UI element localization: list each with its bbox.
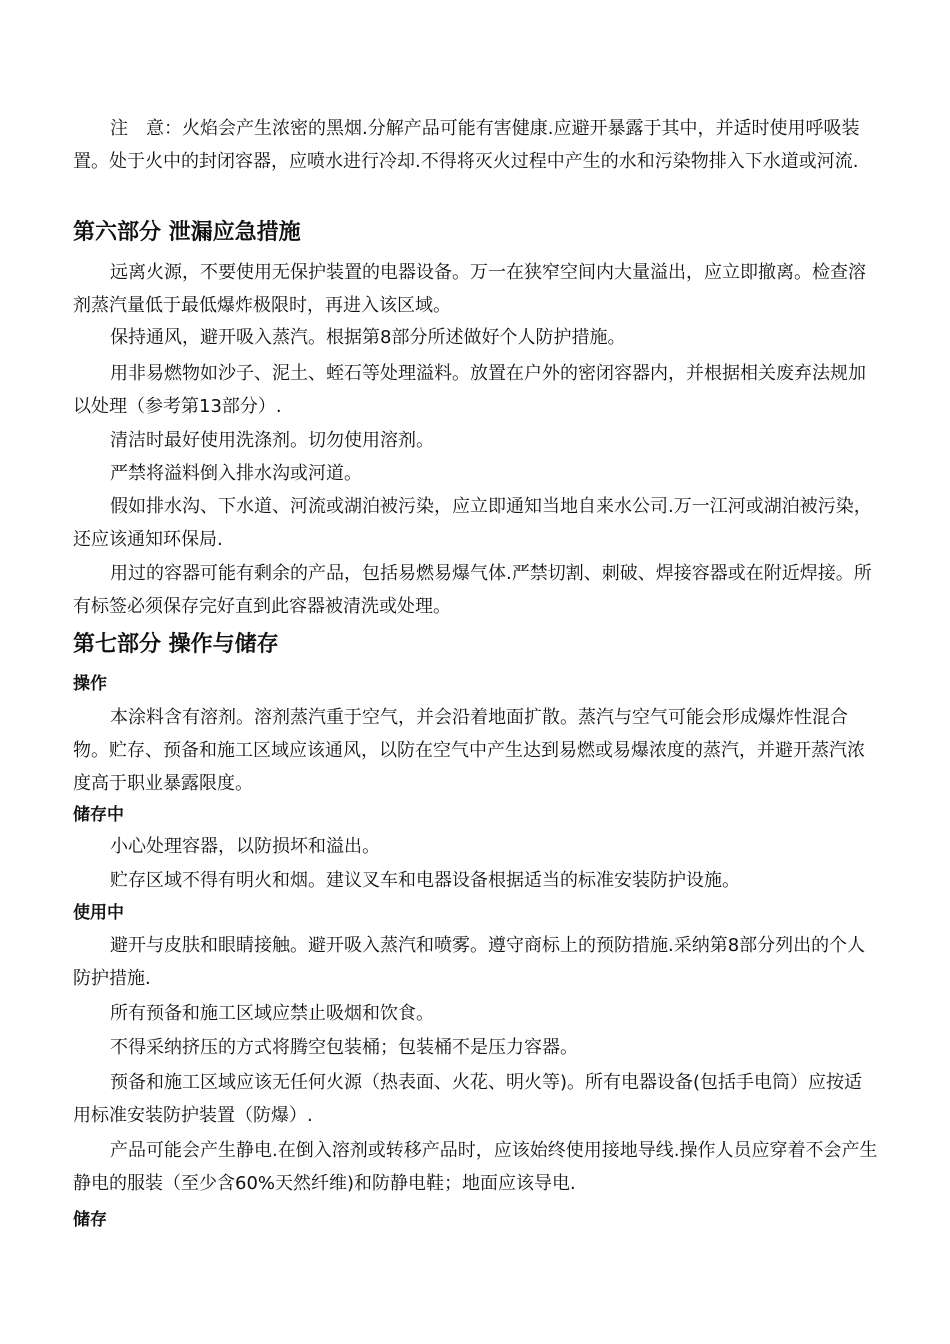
section-6-paragraph: 用非易燃物如沙子、泥土、蛭石等处理溢料。放置在户外的密闭容器内，并根据相关废弃法规加以处理（参考第13部分）. [73, 363, 866, 417]
in-use-paragraph: 不得采纳挤压的方式将腾空包装桶；包装桶不是压力容器。 [110, 1037, 578, 1058]
section-6-paragraph: 假如排水沟、下水道、河流或湖泊被污染，应立即通知当地自来水公司.万一江河或湖泊被污染，还应该通知环保局. [73, 496, 872, 550]
subsection-label-operation: 操作 [73, 674, 107, 694]
section-6-paragraph: 用过的容器可能有剩余的产品，包括易燃易爆气体.严禁切割、刺破、焊接容器或在附近焊接。所有标签必须保存完好直到此容器被清洗或处理。 [73, 563, 872, 617]
fire-note-paragraph: 注 意：火焰会产生浓密的黑烟.分解产品可能有害健康.应避开暴露于其中，并适时使用呼吸装置。处于火中的封闭容器，应喷水进行冷却.不得将灭火过程中产生的水和污染物排入下水道或河流. [73, 118, 860, 172]
section-6-paragraph: 严禁将溢料倒入排水沟或河道。 [110, 463, 362, 484]
section-6-paragraph: 远离火源，不要使用无保护装置的电器设备。万一在狭窄空间内大量溢出，应立即撤离。检查溶剂蒸汽量低于最低爆炸极限时，再进入该区域。 [73, 262, 866, 316]
subsection-label-in-use: 使用中 [73, 903, 124, 923]
in-storage-paragraph: 贮存区域不得有明火和烟。建议叉车和电器设备根据适当的标准安装防护设施。 [110, 870, 740, 891]
subsection-label-in-storage: 储存中 [73, 805, 124, 825]
subsection-label-storage: 储存 [73, 1210, 107, 1230]
section-6-paragraph: 清洁时最好使用洗涤剂。切勿使用溶剂。 [110, 430, 434, 451]
section-7-title: 第七部分 操作与储存 [73, 632, 279, 657]
section-6-paragraph: 保持通风，避开吸入蒸汽。根据第8部分所述做好个人防护措施。 [110, 327, 626, 348]
in-use-paragraph: 预备和施工区域应该无任何火源（热表面、火花、明火等)。所有电器设备(包括手电筒）应按适用标准安装防护装置（防爆）. [73, 1072, 863, 1126]
in-use-paragraph: 所有预备和施工区域应禁止吸烟和饮食。 [110, 1003, 434, 1024]
section-6-title: 第六部分 泄漏应急措施 [73, 220, 301, 245]
in-use-paragraph: 产品可能会产生静电.在倒入溶剂或转移产品时，应该始终使用接地导线.操作人员应穿着不会产生静电的服装（至少含60%天然纤维)和防静电鞋；地面应该导电. [73, 1140, 878, 1194]
operation-paragraph: 本涂料含有溶剂。溶剂蒸汽重于空气，并会沿着地面扩散。蒸汽与空气可能会形成爆炸性混合物。贮存、预备和施工区域应该通风，以防在空气中产生达到易燃或易爆浓度的蒸汽，并避开蒸汽浓度高于职业暴露限度。 [73, 707, 865, 794]
in-storage-paragraph: 小心处理容器，以防损坏和溢出。 [110, 836, 380, 857]
in-use-paragraph: 避开与皮肤和眼睛接触。避开吸入蒸汽和喷雾。遵守商标上的预防措施.采纳第8部分列出的个人防护措施. [73, 935, 866, 989]
